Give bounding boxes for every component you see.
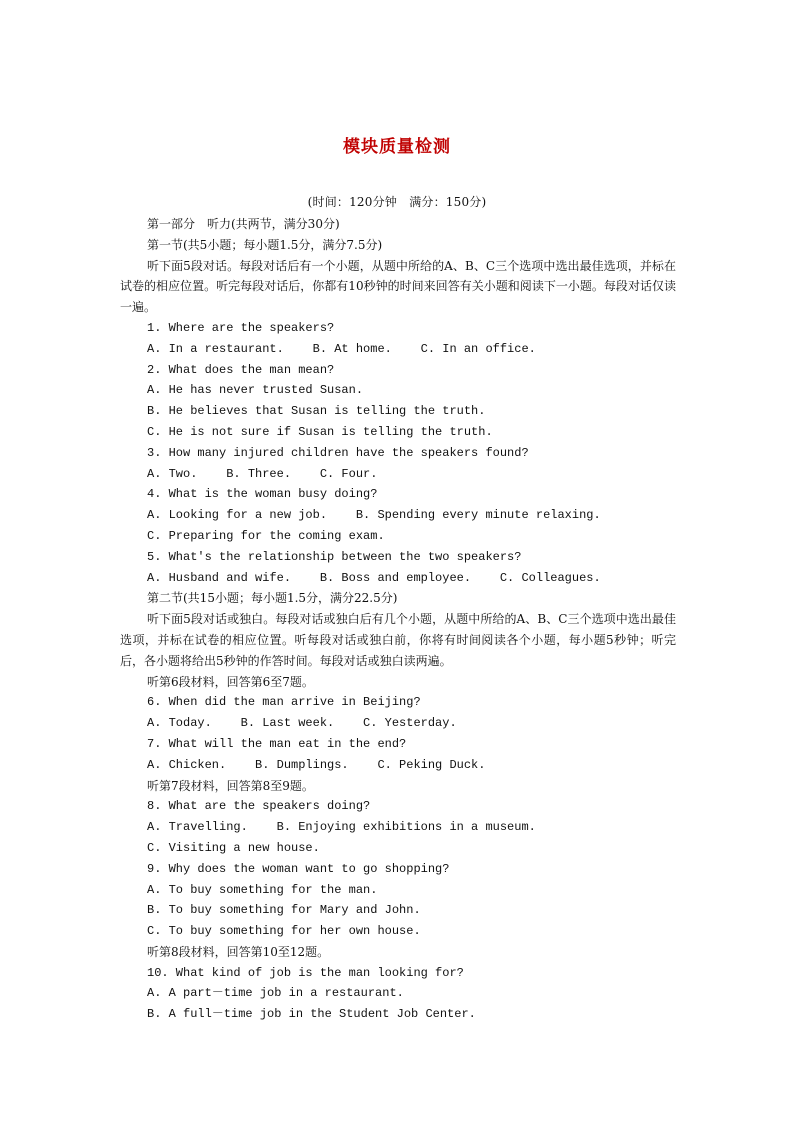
answer-options: A. A part－time job in a restaurant. xyxy=(147,986,404,1001)
section-heading: 第一部分 听力(共两节，满分30分) xyxy=(147,217,340,231)
question-item: 9. Why does the woman want to go shopping? xyxy=(147,861,450,876)
answer-options: C. Visiting a new house. xyxy=(147,840,320,855)
exam-time-score: (时间：120分钟 满分：150分) xyxy=(307,195,487,209)
answer-options: C. He is not sure if Susan is telling the truth. xyxy=(147,424,493,439)
question-item: 8. What are the speakers doing? xyxy=(147,799,371,814)
instruction-paragraph: 听下面5段对话或独白。每段对话或独白后有几个小题，从题中所给的A、B、C三个选项中选出最佳选项，并标在试卷的相应位置。听每段对话或独白前，你将有时间阅读各个小题，每小题5秒钟；听完后，各小题将给出5秒钟的作答时间。每段对话或独白读两遍。 xyxy=(120,612,676,668)
answer-options: C. Preparing for the coming exam. xyxy=(147,528,385,543)
answer-options: B. He believes that Susan is telling the truth. xyxy=(147,404,486,419)
section-heading: 听第8段材料，回答第10至12题。 xyxy=(147,944,330,959)
question-item: 7. What will the man eat in the end? xyxy=(147,736,407,751)
question-item: 3. How many injured children have the speakers found? xyxy=(147,445,529,460)
exam-body xyxy=(120,214,676,1025)
answer-options: B. A full－time job in the Student Job Center. xyxy=(147,1007,476,1022)
question-item: 5. What's the relationship between the two speakers? xyxy=(147,549,522,564)
answer-options: A. Two. B. Three. C. Four. xyxy=(147,466,378,481)
section-heading: 第二节(共15小题；每小题1.5分，满分22.5分) xyxy=(147,591,398,606)
answer-options: A. To buy something for the man. xyxy=(147,882,378,897)
answer-options: A. Chicken. B. Dumplings. C. Peking Duck. xyxy=(147,757,486,772)
section-heading: 听第6段材料，回答第6至7题。 xyxy=(147,674,314,689)
answer-options: A. Today. B. Last week. C. Yesterday. xyxy=(147,716,457,731)
question-item: 4. What is the woman busy doing? xyxy=(147,487,378,502)
section-heading: 听第7段材料，回答第8至9题。 xyxy=(147,778,314,793)
instruction-paragraph: 听下面5段对话。每段对话后有一个小题，从题中所给的A、B、C三个选项中选出最佳选项，并标在试卷的相应位置。听完每段对话后，你都有10秒钟的时间来回答有关小题和阅读下一小题。每段对话仅读一遍。 xyxy=(120,258,676,315)
section-heading: 第一节(共5小题；每小题1.5分，满分7.5分) xyxy=(147,237,383,252)
page-title: 模块质量检测 xyxy=(343,137,451,157)
answer-options: A. In a restaurant. B. At home. C. In an office. xyxy=(147,341,536,356)
question-item: 1. Where are the speakers? xyxy=(147,320,335,335)
question-item: 10. What kind of job is the man looking for? xyxy=(147,965,464,980)
answer-options: A. Husband and wife. B. Boss and employee. C. Colleagues. xyxy=(147,570,601,585)
answer-options: A. He has never trusted Susan. xyxy=(147,383,364,398)
question-item: 6. When did the man arrive in Beijing? xyxy=(147,695,421,710)
answer-options: A. Travelling. B. Enjoying exhibitions in a museum. xyxy=(147,820,536,835)
answer-options: C. To buy something for her own house. xyxy=(147,924,421,939)
question-item: 2. What does the man mean? xyxy=(147,362,335,377)
answer-options: A. Looking for a new job. B. Spending every minute relaxing. xyxy=(147,508,601,523)
answer-options: B. To buy something for Mary and John. xyxy=(147,903,421,918)
